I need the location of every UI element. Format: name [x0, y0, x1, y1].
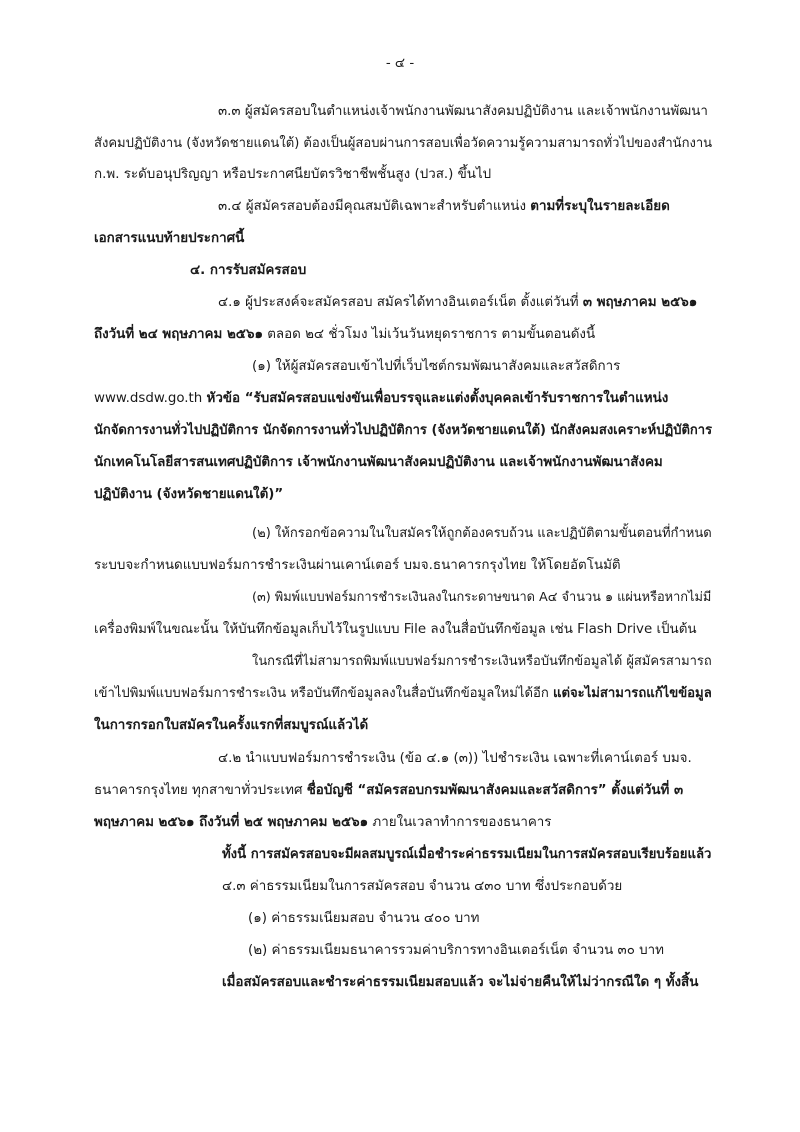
- bold-text-run: ๓ พฤษภาคม ๒๕๖๑: [582, 295, 698, 310]
- text-line: [218, 103, 708, 121]
- text-line: [252, 358, 620, 376]
- text-line: [94, 782, 683, 800]
- text-line: [94, 326, 595, 344]
- text-line: [248, 910, 479, 928]
- text-line: [222, 974, 698, 992]
- text-run: (๒) ค่าธรรมเนียมธนาคารรวมค่าบริการทางอินเตอร์เน็ต จำนวน ๓๐ บาท: [248, 943, 664, 958]
- text-line: [94, 685, 712, 703]
- text-line: [218, 294, 697, 312]
- text-run: ก.พ. ระดับอนุปริญญา หรือประกาศนียบัตรวิชาชีพชั้นสูง (ปวส.) ขึ้นไป: [94, 167, 492, 182]
- text-run: (๓) พิมพ์แบบฟอร์มการชำระเงินลงในกระดาษขนาด A๔ จำนวน ๑ แผ่นหรือหากไม่มี: [252, 590, 712, 605]
- text-line: [222, 878, 622, 896]
- text-line: [252, 589, 711, 607]
- bold-text-run: ๔. การรับสมัครสอบ: [190, 263, 307, 278]
- text-line: [94, 814, 552, 832]
- text-line: [218, 198, 670, 216]
- text-line: [94, 486, 283, 504]
- text-line: [94, 422, 712, 440]
- section-heading: [190, 262, 306, 280]
- text-line: [94, 621, 697, 639]
- bold-text-run: ถึงวันที่ ๒๔ พฤษภาคม ๒๕๖๑: [94, 327, 263, 342]
- bold-text-run: ในการกรอกใบสมัครในครั้งแรกที่สมบูรณ์แล้วได้: [94, 718, 369, 733]
- text-run: ธนาคารกรุงไทย ทุกสาขาทั่วประเทศ: [94, 783, 307, 798]
- text-run: (๑) ให้ผู้สมัครสอบเข้าไปที่เว็บไซต์กรมพัฒนาสังคมและสวัสดิการ: [252, 359, 621, 374]
- bold-text-run: ชื่อบัญชี “สมัครสอบกรมพัฒนาสังคมและสวัสดิการ” ตั้งแต่วันที่ ๓: [306, 783, 684, 798]
- bold-text-run: ปฏิบัติงาน (จังหวัดชายแดนใต้)”: [94, 487, 284, 502]
- bold-text-run: ทั้งนี้: [222, 847, 251, 862]
- text-run: ๓.๔ ผู้สมัครสอบต้องมีคุณสมบัติเฉพาะสำหรับตำแหน่ง: [218, 199, 531, 214]
- text-run: www.dsdw.go.th: [94, 391, 207, 406]
- text-line: [252, 653, 712, 671]
- text-run: เครื่องพิมพ์ในขณะนั้น ให้บันทึกข้อมูลเก็บไว้ในรูปแบบ File ลงในสื่อบันทึกข้อมูล เช่น Flash Drive เป็นต้น: [94, 622, 697, 637]
- text-line: [94, 717, 368, 735]
- text-run: เข้าไปพิมพ์แบบฟอร์มการชำระเงิน หรือบันทึกข้อมูลลงในสื่อบันทึกข้อมูลใหม่ได้อีก: [94, 686, 554, 701]
- text-line: [94, 454, 663, 472]
- text-line: [222, 846, 711, 864]
- bold-text-run: ตามที่ระบุในรายละเอียด: [530, 199, 670, 214]
- text-run: ภายในเวลาทำการของธนาคาร: [368, 815, 552, 830]
- bold-text-run: พฤษภาคม ๒๕๖๑ ถึงวันที่ ๒๕ พฤษภาคม ๒๕๖๑: [94, 815, 369, 830]
- text-run: สังคมปฏิบัติงาน (จังหวัดชายแดนใต้) ต้องเป็นผู้สอบผ่านการสอบเพื่อวัดความรู้ความสามารถทั่วไปของสำนักงาน: [94, 136, 713, 151]
- bold-text-run: เอกสารแนบท้ายประกาศนี้: [94, 231, 245, 246]
- bold-text-run: นักเทคโนโลยีสารสนเทศปฏิบัติการ เจ้าพนักงานพัฒนาสังคมปฏิบัติงาน และเจ้าพนักงานพัฒนาสังคม: [94, 455, 663, 470]
- text-run: (๒) ให้กรอกข้อความในใบสมัครให้ถูกต้องครบถ้วน และปฏิบัติตามขั้นตอนที่กำหนด: [252, 526, 712, 541]
- text-run: ตลอด ๒๔ ชั่วโมง ไม่เว้นวันหยุดราชการ ตามขั้นตอนดังนี้: [262, 327, 596, 342]
- text-run: ๓.๓ ผู้สมัครสอบในตำแหน่งเจ้าพนักงานพัฒนาสังคมปฏิบัติงาน และเจ้าพนักงานพัฒนา: [218, 104, 708, 119]
- text-line: [94, 557, 621, 575]
- page-number: - ๔ -: [385, 56, 415, 71]
- text-run: ในกรณีที่ไม่สามารถพิมพ์แบบฟอร์มการชำระเงินหรือบันทึกข้อมูลได้ ผู้สมัครสามารถ: [252, 654, 712, 669]
- text-line: [94, 390, 668, 408]
- text-line: [94, 230, 244, 248]
- text-run: ๔.๒ นำแบบฟอร์มการชำระเงิน (ข้อ ๔.๑ (๓)) ไปชำระเงิน เฉพาะที่เคาน์เตอร์ บมจ.: [218, 751, 692, 766]
- text-run: ๔.๑ ผู้ประสงค์จะสมัครสอบ สมัครได้ทางอินเตอร์เน็ต ตั้งแต่วันที่: [218, 295, 583, 310]
- text-line: [94, 166, 491, 184]
- bold-text-run: การสมัครสอบจะมีผลสมบูรณ์เมื่อชำระค่าธรรมเนียมในการสมัครสอบเรียบร้อยแล้ว: [250, 847, 712, 862]
- bold-text-run: แต่จะไม่สามารถแก้ไขข้อมูล: [553, 686, 712, 701]
- text-line: [218, 750, 692, 768]
- text-run: (๑) ค่าธรรมเนียมสอบ จำนวน ๔๐๐ บาท: [248, 911, 480, 926]
- text-run: ๔.๓ ค่าธรรมเนียมในการสมัครสอบ จำนวน ๔๓๐ บาท ซึ่งประกอบด้วย: [222, 879, 623, 894]
- bold-text-run: เมื่อสมัครสอบและชำระค่าธรรมเนียมสอบแล้ว จะไม่จ่ายคืนให้ไม่ว่ากรณีใด ๆ ทั้งสิ้น: [222, 975, 699, 990]
- text-line: [252, 525, 712, 543]
- bold-text-run: หัวข้อ “รับสมัครสอบแข่งขันเพื่อบรรจุและแต่งตั้งบุคคลเข้ารับราชการในตำแหน่ง: [206, 391, 669, 406]
- bold-text-run: นักจัดการงานทั่วไปปฏิบัติการ นักจัดการงานทั่วไปปฏิบัติการ (จังหวัดชายแดนใต้) นักสังคมสงเคราะห์ปฏิบัติการ: [94, 423, 713, 438]
- text-run: ระบบจะกำหนดแบบฟอร์มการชำระเงินผ่านเคาน์เตอร์ บมจ.ธนาคารกรุงไทย ให้โดยอัตโนมัติ: [94, 558, 621, 573]
- text-line: [248, 942, 664, 960]
- text-line: [94, 135, 712, 153]
